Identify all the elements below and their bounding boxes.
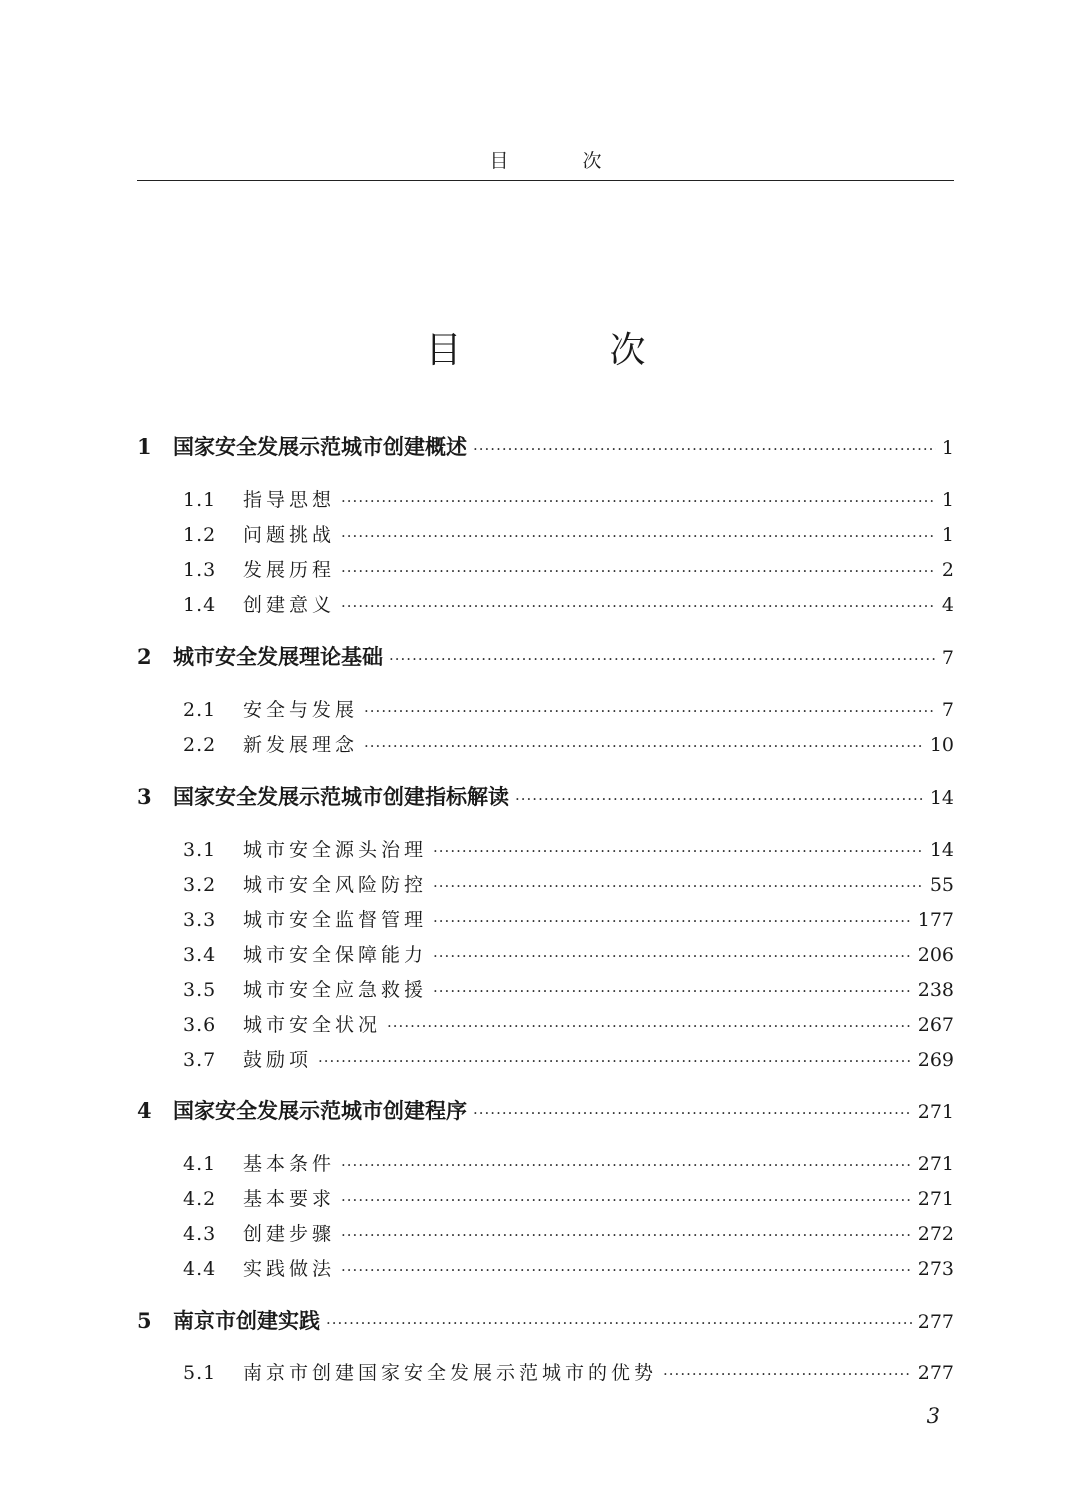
entry-page: 271 [917,1153,954,1175]
entry-page: 273 [917,1258,954,1280]
entry-number: 3.1 [183,839,217,861]
entry-number: 3.5 [183,979,217,1001]
entry-title: 城市安全发展理论基础 [173,644,383,669]
leader-dots [473,434,936,464]
entry-title: 国家安全发展示范城市创建程序 [173,1098,467,1123]
toc-section[interactable] [183,1149,954,1179]
leader-dots [341,556,936,586]
entry-title: 国家安全发展示范城市创建指标解读 [173,784,509,809]
toc-section[interactable] [183,1184,954,1214]
leader-dots [341,1150,912,1180]
entry-number: 4.4 [183,1258,217,1280]
running-head [137,146,954,173]
entry-title: 指导思想 [243,489,336,511]
entry-title: 南京市创建实践 [173,1308,320,1333]
leader-dots [364,731,924,761]
entry-title: 基本要求 [243,1188,336,1210]
entry-number: 2 [137,644,152,669]
entry-page: 4 [941,594,954,616]
entry-number: 2.2 [183,734,217,756]
running-head-right: 次 [582,150,602,172]
leader-dots [663,1359,912,1389]
entry-title: 城市安全保障能力 [243,944,428,966]
page-title [0,322,1071,373]
toc-chapter[interactable] [137,642,954,672]
entry-number: 1.3 [183,559,217,581]
toc-section[interactable] [183,835,954,865]
entry-page: 269 [917,1049,954,1071]
running-head-left: 目 [489,150,509,172]
toc-section[interactable] [183,1219,954,1249]
entry-page: 55 [929,874,954,896]
entry-title: 实践做法 [243,1258,336,1280]
entry-number: 3.7 [183,1049,217,1071]
entry-number: 3.2 [183,874,217,896]
entry-title: 创建步骤 [243,1223,336,1245]
toc-chapter[interactable] [137,1096,954,1126]
entry-number: 5 [137,1308,152,1333]
page-number: 3 [926,1404,940,1428]
leader-dots [341,1220,912,1250]
toc-section[interactable] [183,940,954,970]
entry-page: 14 [929,839,954,861]
entry-title: 安全与发展 [243,699,359,721]
toc-section[interactable] [183,695,954,725]
entry-title: 城市安全状况 [243,1014,382,1036]
toc-section[interactable] [183,555,954,585]
leader-dots [515,784,924,814]
entry-title: 国家安全发展示范城市创建概述 [173,434,467,459]
entry-page: 177 [917,909,954,931]
leader-dots [433,871,924,901]
header-rule [137,180,954,181]
toc-section[interactable] [183,1010,954,1040]
toc-section[interactable] [183,730,954,760]
leader-dots [341,521,936,551]
leader-dots [389,644,936,674]
leader-dots [433,976,912,1006]
entry-title: 创建意义 [243,594,336,616]
entry-page: 7 [941,647,954,669]
leader-dots [433,941,912,971]
entry-page: 271 [917,1101,954,1123]
entry-page: 2 [941,559,954,581]
title-right: 次 [609,330,646,371]
toc-section[interactable] [183,975,954,1005]
leader-dots [341,1185,912,1215]
toc-section[interactable] [183,1254,954,1284]
title-left: 目 [425,330,462,371]
entry-title: 城市安全应急救援 [243,979,428,1001]
entry-title: 南京市创建国家安全发展示范城市的优势 [243,1362,658,1384]
entry-title: 问题挑战 [243,524,336,546]
entry-page: 272 [917,1223,954,1245]
entry-title: 发展历程 [243,559,336,581]
leader-dots [341,486,936,516]
toc-section[interactable] [183,590,954,620]
entry-number: 4.3 [183,1223,217,1245]
entry-page: 277 [917,1362,954,1384]
entry-page: 1 [941,524,954,546]
entry-page: 1 [941,437,954,459]
entry-number: 3.3 [183,909,217,931]
entry-number: 4 [137,1098,152,1123]
toc-chapter[interactable] [137,1306,954,1336]
leader-dots [473,1098,912,1128]
entry-page: 10 [929,734,954,756]
leader-dots [433,836,924,866]
toc-section[interactable] [183,905,954,935]
entry-page: 7 [941,699,954,721]
toc-chapter[interactable] [137,782,954,812]
entry-number: 3 [137,784,152,809]
toc-section[interactable] [183,485,954,515]
toc-section[interactable] [183,520,954,550]
entry-title: 新发展理念 [243,734,359,756]
entry-title: 城市安全监督管理 [243,909,428,931]
entry-page: 14 [929,787,954,809]
entry-title: 鼓励项 [243,1049,313,1071]
entry-number: 3.6 [183,1014,217,1036]
entry-number: 3.4 [183,944,217,966]
toc-section[interactable] [183,1045,954,1075]
leader-dots [341,1255,912,1285]
entry-number: 1 [137,434,152,459]
entry-number: 2.1 [183,699,217,721]
leader-dots [341,591,936,621]
entry-title: 基本条件 [243,1153,336,1175]
toc-chapter[interactable] [137,432,954,462]
entry-page: 277 [917,1311,954,1333]
entry-page: 1 [941,489,954,511]
entry-page: 238 [917,979,954,1001]
leader-dots [387,1011,912,1041]
leader-dots [318,1046,912,1076]
entry-number: 1.1 [183,489,217,511]
entry-page: 271 [917,1188,954,1210]
toc-section[interactable] [183,1358,954,1388]
entry-title: 城市安全源头治理 [243,839,428,861]
entry-number: 1.4 [183,594,217,616]
entry-number: 1.2 [183,524,217,546]
entry-page: 267 [917,1014,954,1036]
entry-number: 4.1 [183,1153,217,1175]
leader-dots [364,696,936,726]
entry-number: 5.1 [183,1362,217,1384]
entry-number: 4.2 [183,1188,217,1210]
entry-page: 206 [917,944,954,966]
toc-section[interactable] [183,870,954,900]
leader-dots [326,1308,912,1338]
leader-dots [433,906,912,936]
entry-title: 城市安全风险防控 [243,874,428,896]
